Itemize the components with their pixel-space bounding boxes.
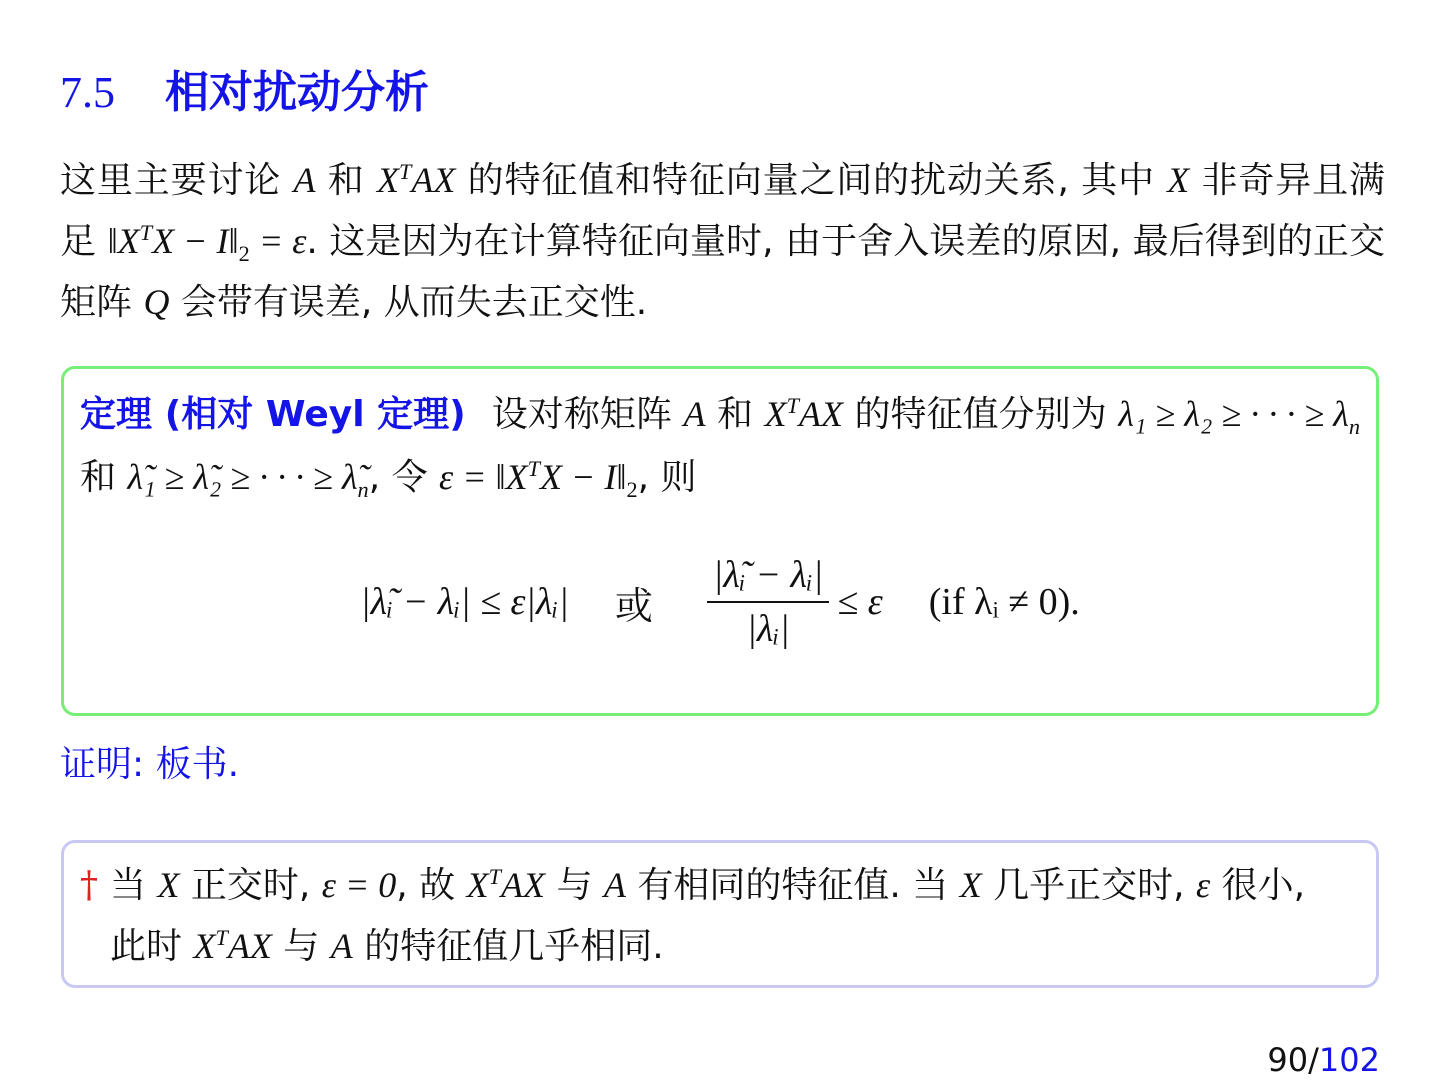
proof-text: 板书. xyxy=(155,744,240,785)
section-title xyxy=(60,58,429,128)
note-box xyxy=(61,840,1379,988)
page-total: 102 xyxy=(1318,1041,1380,1079)
theorem-heading: 定理 (相对 Weyl 定理) xyxy=(80,394,466,435)
note-text: 很小, 此时 xyxy=(110,865,1306,967)
intro-text: 这里主要讨论 xyxy=(60,160,294,201)
math-X: X xyxy=(1167,160,1190,200)
math-X: X xyxy=(157,865,180,905)
math-eigen-seq-2: λ̃₁ ≥ λ̃₂ ≥ · · · ≥ $\lambdã_n$ xyxy=(127,457,369,503)
formula-condition: (if λᵢ ≠ 0). xyxy=(928,581,1080,623)
note-text: 的特征值几乎相同. xyxy=(352,926,664,967)
math-norm: $‖X^TX$ − $I‖_2 = \varepsilon$ xyxy=(107,220,307,267)
note-text: 当 xyxy=(110,865,158,906)
intro-text: 和 xyxy=(315,160,377,201)
math-eps-def: $\varepsilon = ‖X^TX$ − $I‖_2$ xyxy=(439,456,638,503)
note-text: 几乎正交时, xyxy=(981,865,1197,906)
intro-text: 会带有误差, 从而失去正交性. xyxy=(169,282,648,323)
intro-text: 非奇异且满足 xyxy=(60,160,1386,262)
formula-or: 或 xyxy=(614,583,653,628)
formula-right: ≤ ε xyxy=(837,581,883,623)
theorem-text: , 则 xyxy=(637,457,697,498)
formula-fraction xyxy=(707,549,829,655)
math-X: X xyxy=(959,865,982,905)
section-title-text: 相对扰动分析 xyxy=(165,67,429,118)
display-formula xyxy=(64,547,1376,657)
theorem-text: 设对称矩阵 xyxy=(491,394,684,435)
theorem-statement xyxy=(80,383,1360,509)
note-text: , 故 xyxy=(396,865,467,906)
theorem-text: 的特征值分别为 xyxy=(842,394,1119,435)
math-A: A xyxy=(330,926,353,966)
intro-text: . 这是因为在计算特征向量时, 由于舍入误差的原因, 最后得到的正交矩阵 xyxy=(60,221,1385,323)
intro-text: 的特征值和特征向量之间的扰动关系, 其中 xyxy=(455,160,1168,201)
note-text: 与 xyxy=(545,865,604,906)
math-Q: Q xyxy=(143,282,170,322)
proof-line xyxy=(60,735,239,795)
proof-label: 证明: xyxy=(60,744,145,785)
math-eps: ε xyxy=(1196,865,1211,905)
fraction-numerator: |λ̃ᵢ − λᵢ| xyxy=(707,549,829,603)
math-A: A xyxy=(683,394,706,434)
math-A: A xyxy=(603,865,626,905)
fraction-denominator: |λᵢ| xyxy=(746,608,790,650)
page-counter xyxy=(1267,1040,1380,1080)
dagger-icon: † xyxy=(80,865,98,906)
math-xtax: $X^TAX$ xyxy=(466,864,546,905)
page-current: 90 xyxy=(1267,1041,1309,1079)
theorem-box xyxy=(61,366,1379,716)
page-separator: / xyxy=(1308,1041,1319,1079)
note-text: 正交时, xyxy=(179,865,322,906)
theorem-text: 和 xyxy=(705,394,765,435)
theorem-text: 和 xyxy=(80,457,128,498)
formula-left: |λ̃ᵢ − λᵢ| ≤ ε|λᵢ| xyxy=(360,581,569,623)
section-number: 7.5 xyxy=(60,68,115,117)
math-eigen-seq-1: λ₁ ≥ λ₂ ≥ · · · ≥ $\lambda_n$ xyxy=(1118,394,1361,440)
math-xtax: $X^TAX$ xyxy=(193,925,272,966)
math-A: A xyxy=(293,160,316,200)
theorem-text: , 令 xyxy=(368,457,440,498)
math-eps-zero: ε = 0 xyxy=(321,865,397,905)
math-xtax: $X^TAX$ xyxy=(376,159,456,200)
note-text: 与 xyxy=(271,926,331,967)
note-text: 有相同的特征值. 当 xyxy=(625,865,960,906)
math-xtax: $X^TAX$ xyxy=(764,393,843,434)
intro-paragraph xyxy=(60,150,1385,333)
